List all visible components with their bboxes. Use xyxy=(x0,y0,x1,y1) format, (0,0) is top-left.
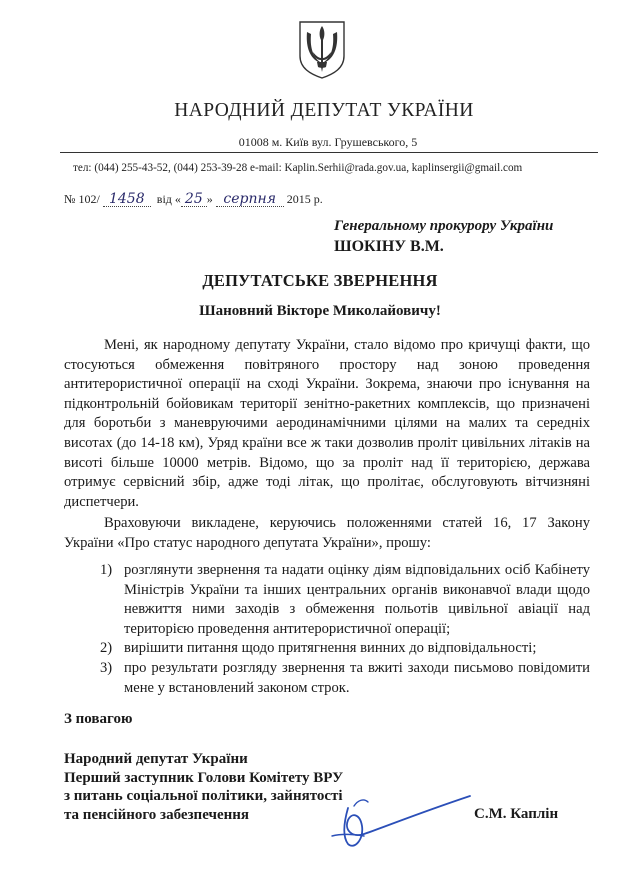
body-paragraph-2: Враховуючи викладене, керуючись положеннями статей 16, 17 Закону України «Про статус народного депутата України», прошу: xyxy=(64,515,590,551)
registration-line xyxy=(64,192,323,207)
ukraine-trident-icon xyxy=(296,18,348,80)
registration-day-open: « xyxy=(174,192,181,206)
request-item xyxy=(64,659,590,698)
body-paragraph-1: Мені, як народному депутату України, стало відомо про кричущі факти, що стосуються обмеження повітряного простору над зоною проведення антитерористичної операції на сході України. Зокрема, знаючи про існування на підконтрольній бойовикам території зенітно-ракетних комплексів, що призначені для боротьби з маневруючими аеродинамічними цілями на малих та середніх висотах (до 14-18 км), Уряд країни все ж таки дозволив проліт цивільних літаків на висоті більше 10000 метрів. Відомо, що за проліт над її територією, держава отримує сервісний збір, адже тоді літак, що пролітає, обслуговують вітчизняні диспетчери. xyxy=(64,337,590,510)
signer-title-line: Народний депутат України xyxy=(64,751,248,767)
request-item xyxy=(64,639,590,659)
request-number: 2) xyxy=(100,640,113,657)
addressee-position: Генеральному прокурору України xyxy=(334,218,554,234)
addressee-name: ШОКІНУ В.М. xyxy=(334,238,444,255)
registration-month-handwritten: серпня xyxy=(216,193,284,207)
registration-date-label: від xyxy=(156,192,172,206)
letterhead-contacts: тел: (044) 255-43-52, (044) 253-39-28 e-mail: Kaplin.Serhii@rada.gov.ua, kaplinsergii@gmail.com xyxy=(73,162,523,174)
letterhead-title: НАРОДНИЙ ДЕПУТАТ УКРАЇНИ xyxy=(174,100,474,121)
signer-name: С.М. Каплін xyxy=(474,806,559,822)
request-text: про результати розгляду звернення та вжиті заходи письмово повідомити мене у встановлений законом строк. xyxy=(124,659,590,696)
request-text: вирішити питання щодо притягнення винних до відповідальності; xyxy=(124,640,537,657)
registration-year: 2015 р. xyxy=(286,192,323,206)
signer-title-line: Перший заступник Голови Комітету ВРУ xyxy=(64,769,344,786)
closing-phrase: З повагою xyxy=(64,711,133,727)
request-list xyxy=(64,561,590,698)
signer-title-block xyxy=(64,750,343,824)
document-title: ДЕПУТАТСЬКЕ ЗВЕРНЕННЯ xyxy=(202,271,438,290)
request-number: 1) xyxy=(100,562,113,578)
registration-day-handwritten: 25 xyxy=(181,193,207,207)
handwritten-signature xyxy=(318,778,478,854)
signer-title-line: та пенсійного забезпечення xyxy=(64,806,250,823)
letterhead-divider xyxy=(60,152,598,153)
request-text: розглянути звернення та надати оцінку діям відповідальних осіб Кабінету Міністрів України та інших центральних органів виконавчої влади щодо невжиття ними заходів з обмеження польотів цивільної авіації над територією проведення антитерористичної операції; xyxy=(124,562,590,637)
registration-number-handwritten: 1458 xyxy=(103,193,151,207)
registration-number-prefix: № 102/ xyxy=(64,192,100,206)
request-item xyxy=(64,561,590,639)
registration-day-close: » xyxy=(206,192,213,206)
request-number: 3) xyxy=(100,659,113,676)
letterhead-address: 01008 м. Київ вул. Грушевського, 5 xyxy=(238,135,418,149)
signer-title-line: з питань соціальної політики, зайнятості xyxy=(64,788,343,805)
salutation: Шановний Вікторе Миколайовичу! xyxy=(199,303,441,319)
